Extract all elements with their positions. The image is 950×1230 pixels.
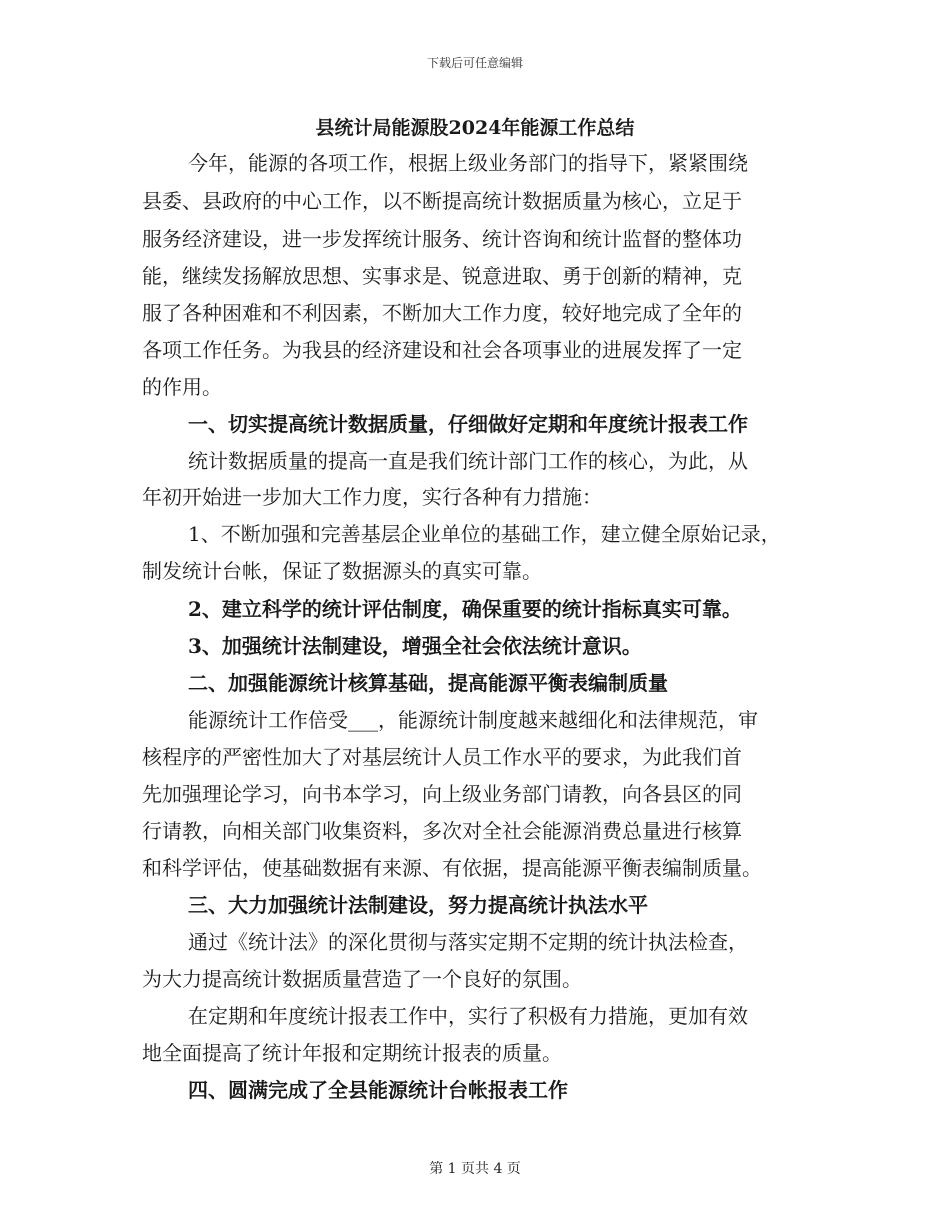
body-line: 行请教，向相关部门收集资料，多次对全社会能源消费总量进行核算 xyxy=(142,819,742,843)
list-item-heading: 3、加强统计法制建设，增强全社会依法统计意识。 xyxy=(188,634,642,658)
body-line: 今年，能源的各项工作，根据上级业务部门的指导下，紧紧围绕 xyxy=(188,151,748,175)
section-heading: 三、大力加强统计法制建设，努力提高统计执法水平 xyxy=(188,893,648,917)
body-line: 为大力提高统计数据质量营造了一个良好的氛围。 xyxy=(142,967,582,991)
page-header-note: 下载后可任意编辑 xyxy=(426,56,523,70)
body-line: 能源统计工作倍受___，能源统计制度越来越细化和法律规范，审 xyxy=(188,708,758,732)
list-item-heading: 2、建立科学的统计评估制度，确保重要的统计指标真实可靠。 xyxy=(188,597,742,621)
body-line: 地全面提高了统计年报和定期统计报表的质量。 xyxy=(142,1041,562,1065)
body-line: 先加强理论学习，向书本学习，向上级业务部门请教，向各县区的同 xyxy=(142,782,742,806)
page-footer: 第 1 页共 4 页 xyxy=(429,1161,521,1177)
body-line: 统计数据质量的提高一直是我们统计部门工作的核心，为此，从 xyxy=(188,449,748,473)
body-line: 的作用。 xyxy=(142,375,222,399)
body-line: 通过《统计法》的深化贯彻与落实定期不定期的统计执法检查， xyxy=(188,930,748,954)
body-line: 服了各种困难和不利因素，不断加大工作力度，较好地完成了全年的 xyxy=(142,301,742,325)
body-line: 各项工作任务。为我县的经济建设和社会各项事业的进展发挥了一定 xyxy=(142,338,742,362)
body-line: 在定期和年度统计报表工作中，实行了积极有力措施，更加有效 xyxy=(188,1004,748,1028)
section-heading: 一、切实提高统计数据质量，仔细做好定期和年度统计报表工作 xyxy=(188,412,748,436)
body-line: 能，继续发扬解放思想、实事求是、锐意进取、勇于创新的精神，克 xyxy=(142,264,742,288)
body-line: 年初开始进一步加大工作力度，实行各种有力措施： xyxy=(142,485,602,509)
body-line: 制发统计台帐，保证了数据源头的真实可靠。 xyxy=(142,559,542,583)
body-line: 服务经济建设，进一步发挥统计服务、统计咨询和统计监督的整体功 xyxy=(142,227,742,251)
section-heading: 二、加强能源统计核算基础，提高能源平衡表编制质量 xyxy=(188,671,668,695)
body-line: 1、不断加强和完善基层企业单位的基础工作，建立健全原始记录， xyxy=(188,522,781,546)
body-line: 县委、县政府的中心工作，以不断提高统计数据质量为核心，立足于 xyxy=(142,189,742,213)
body-line: 核程序的严密性加大了对基层统计人员工作水平的要求，为此我们首 xyxy=(142,745,742,769)
body-line: 和科学评估，使基础数据有来源、有依据，提高能源平衡表编制质量。 xyxy=(142,856,762,880)
document-title: 县统计局能源股2024年能源工作总结 xyxy=(315,117,635,139)
section-heading: 四、圆满完成了全县能源统计台帐报表工作 xyxy=(188,1078,568,1102)
